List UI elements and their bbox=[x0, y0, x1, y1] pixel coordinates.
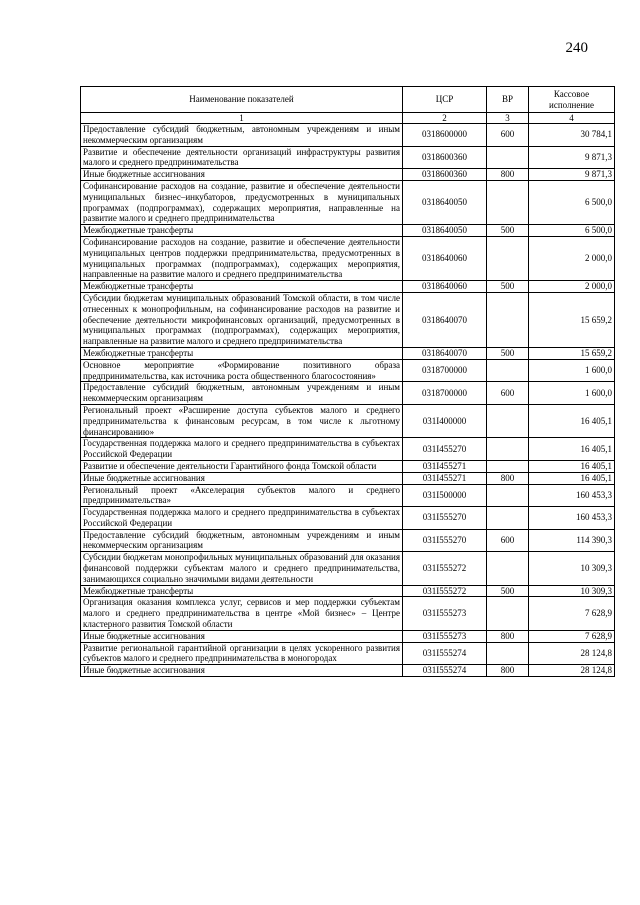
row-name-cell: Софинансирование расходов на создание, развитие и обеспечение деятельности муниципальных бизнес–инкубаторов, предусмотренных в муниципальных программах (подпрограммах), содержащих мероприятия, направленные на развитие малого и среднего предпринимательства bbox=[81, 180, 403, 224]
table-row bbox=[81, 460, 615, 472]
row-vr-cell: 800 bbox=[487, 169, 529, 181]
row-name-cell: Межбюджетные трансферты bbox=[81, 281, 403, 293]
column-number: 3 bbox=[487, 113, 529, 124]
table-row bbox=[81, 359, 615, 382]
table-row bbox=[81, 665, 615, 677]
table-row bbox=[81, 236, 615, 280]
row-name-cell: Развитие региональной гарантийной организации в целях ускоренного развития субъектов малого и среднего предпринимательства в моногородах bbox=[81, 642, 403, 665]
row-name-cell: Государственная поддержка малого и среднего предпринимательства в субъектах Российской Федерации bbox=[81, 438, 403, 461]
table-row bbox=[81, 438, 615, 461]
table-row bbox=[81, 597, 615, 630]
row-csr-cell: 031I555274 bbox=[403, 642, 487, 665]
row-vr-cell bbox=[487, 597, 529, 630]
row-csr-cell: 031I555272 bbox=[403, 552, 487, 585]
row-name-cell: Региональный проект «Расширение доступа субъектов малого и среднего предпринимательства к финансовым ресурсам, в том числе к льготному финансированию» bbox=[81, 404, 403, 437]
row-execution-cell: 15 659,2 bbox=[529, 292, 615, 347]
row-name-cell: Софинансирование расходов на создание, развитие и обеспечение деятельности муниципальных центров поддержки предпринимательства, предусмотренных в муниципальных программах (подпрограммах), содержащих мероприятия, направленные на развитие малого и среднего предпринимательства bbox=[81, 236, 403, 280]
row-vr-cell: 500 bbox=[487, 585, 529, 597]
row-name-cell: Субсидии бюджетам муниципальных образований Томской области, в том числе отнесенных к монопрофильным, на софинансирование расходов на развитие и обеспечение деятельности микрофинансовых организаций, предусмотренных в муниципальных программах (подпрограммах), содержащих мероприятия, направленные на развитие малого и среднего предпринимательства bbox=[81, 292, 403, 347]
column-number-row bbox=[81, 113, 615, 124]
row-name-cell: Развитие и обеспечение деятельности организаций инфраструктуры развития малого и среднего предпринимательства bbox=[81, 146, 403, 169]
column-number: 1 bbox=[81, 113, 403, 124]
row-execution-cell: 16 405,1 bbox=[529, 438, 615, 461]
row-csr-cell: 0318640070 bbox=[403, 347, 487, 359]
row-vr-cell: 800 bbox=[487, 665, 529, 677]
row-name-cell: Предоставление субсидий бюджетным, автономным учреждениям и иным некоммерческим организациям bbox=[81, 382, 403, 405]
row-vr-cell bbox=[487, 146, 529, 169]
row-name-cell: Организация оказания комплекса услуг, сервисов и мер поддержки субъектам малого и среднего предпринимательства в центре «Мой бизнес» – Центре кластерного развития Томской области bbox=[81, 597, 403, 630]
table-row bbox=[81, 484, 615, 507]
row-vr-cell: 800 bbox=[487, 630, 529, 642]
row-execution-cell: 6 500,0 bbox=[529, 225, 615, 237]
row-name-cell: Субсидии бюджетам монопрофильных муниципальных образований для оказания финансовой поддержки субъектам малого и среднего предпринимательства, занимающихся социально значимыми видами деятельности bbox=[81, 552, 403, 585]
row-csr-cell: 0318640060 bbox=[403, 236, 487, 280]
row-name-cell: Межбюджетные трансферты bbox=[81, 225, 403, 237]
row-name-cell: Иные бюджетные ассигнования bbox=[81, 169, 403, 181]
row-vr-cell bbox=[487, 438, 529, 461]
table-row bbox=[81, 404, 615, 437]
table-row bbox=[81, 292, 615, 347]
row-csr-cell: 0318600360 bbox=[403, 146, 487, 169]
row-execution-cell: 7 628,9 bbox=[529, 597, 615, 630]
row-execution-cell: 114 390,3 bbox=[529, 529, 615, 552]
table-row bbox=[81, 642, 615, 665]
budget-table bbox=[80, 86, 615, 677]
row-name-cell: Основное мероприятие «Формирование позитивного образа предпринимательства, как источника роста общественного благосостояния» bbox=[81, 359, 403, 382]
header-execution: Кассовое исполнение bbox=[529, 87, 615, 113]
row-csr-cell: 0318640050 bbox=[403, 225, 487, 237]
table-row bbox=[81, 382, 615, 405]
column-number: 2 bbox=[403, 113, 487, 124]
row-csr-cell: 031I555272 bbox=[403, 585, 487, 597]
header-csr: ЦСР bbox=[403, 87, 487, 113]
row-execution-cell: 9 871,3 bbox=[529, 146, 615, 169]
row-csr-cell: 031I455271 bbox=[403, 472, 487, 484]
header-name: Наименование показателей bbox=[81, 87, 403, 113]
row-name-cell: Иные бюджетные ассигнования bbox=[81, 630, 403, 642]
table-row bbox=[81, 347, 615, 359]
row-csr-cell: 0318640050 bbox=[403, 180, 487, 224]
row-vr-cell bbox=[487, 484, 529, 507]
table-row bbox=[81, 585, 615, 597]
row-csr-cell: 0318640060 bbox=[403, 281, 487, 293]
table-row bbox=[81, 124, 615, 147]
table-row bbox=[81, 169, 615, 181]
row-csr-cell: 031I555270 bbox=[403, 507, 487, 530]
table-row bbox=[81, 180, 615, 224]
row-execution-cell: 1 600,0 bbox=[529, 359, 615, 382]
table-row bbox=[81, 281, 615, 293]
row-vr-cell: 600 bbox=[487, 124, 529, 147]
row-execution-cell: 1 600,0 bbox=[529, 382, 615, 405]
row-csr-cell: 0318600360 bbox=[403, 169, 487, 181]
table-row bbox=[81, 630, 615, 642]
column-number: 4 bbox=[529, 113, 615, 124]
row-execution-cell: 6 500,0 bbox=[529, 180, 615, 224]
row-name-cell: Государственная поддержка малого и среднего предпринимательства в субъектах Российской Федерации bbox=[81, 507, 403, 530]
row-execution-cell: 2 000,0 bbox=[529, 281, 615, 293]
row-name-cell: Региональный проект «Акселерация субъектов малого и среднего предпринимательства» bbox=[81, 484, 403, 507]
row-vr-cell: 500 bbox=[487, 225, 529, 237]
row-vr-cell: 600 bbox=[487, 382, 529, 405]
row-execution-cell: 9 871,3 bbox=[529, 169, 615, 181]
row-execution-cell: 160 453,3 bbox=[529, 484, 615, 507]
row-vr-cell: 500 bbox=[487, 347, 529, 359]
row-csr-cell: 031I555270 bbox=[403, 529, 487, 552]
row-vr-cell: 500 bbox=[487, 281, 529, 293]
row-csr-cell: 031I555274 bbox=[403, 665, 487, 677]
table-row bbox=[81, 472, 615, 484]
row-csr-cell: 0318700000 bbox=[403, 382, 487, 405]
row-vr-cell: 800 bbox=[487, 472, 529, 484]
row-csr-cell: 031I555273 bbox=[403, 597, 487, 630]
row-csr-cell: 031I455271 bbox=[403, 460, 487, 472]
row-name-cell: Иные бюджетные ассигнования bbox=[81, 665, 403, 677]
table-header-row bbox=[81, 87, 615, 113]
row-execution-cell: 30 784,1 bbox=[529, 124, 615, 147]
row-execution-cell: 28 124,8 bbox=[529, 665, 615, 677]
row-csr-cell: 0318640070 bbox=[403, 292, 487, 347]
row-vr-cell bbox=[487, 292, 529, 347]
table-body bbox=[81, 124, 615, 677]
row-vr-cell bbox=[487, 359, 529, 382]
row-vr-cell: 600 bbox=[487, 529, 529, 552]
table-row bbox=[81, 529, 615, 552]
row-vr-cell bbox=[487, 236, 529, 280]
table-row bbox=[81, 146, 615, 169]
row-execution-cell: 10 309,3 bbox=[529, 552, 615, 585]
header-vr: ВР bbox=[487, 87, 529, 113]
row-name-cell: Развитие и обеспечение деятельности Гарантийного фонда Томской области bbox=[81, 460, 403, 472]
table-row bbox=[81, 507, 615, 530]
row-vr-cell bbox=[487, 507, 529, 530]
page-number: 240 bbox=[565, 40, 588, 56]
row-vr-cell bbox=[487, 552, 529, 585]
row-name-cell: Иные бюджетные ассигнования bbox=[81, 472, 403, 484]
row-name-cell: Предоставление субсидий бюджетным, автономным учреждениям и иным некоммерческим организациям bbox=[81, 529, 403, 552]
row-execution-cell: 7 628,9 bbox=[529, 630, 615, 642]
row-execution-cell: 16 405,1 bbox=[529, 472, 615, 484]
row-execution-cell: 16 405,1 bbox=[529, 404, 615, 437]
table-row bbox=[81, 552, 615, 585]
row-execution-cell: 160 453,3 bbox=[529, 507, 615, 530]
row-csr-cell: 0318600000 bbox=[403, 124, 487, 147]
row-name-cell: Предоставление субсидий бюджетным, автономным учреждениям и иным некоммерческим организациям bbox=[81, 124, 403, 147]
row-name-cell: Межбюджетные трансферты bbox=[81, 585, 403, 597]
row-execution-cell: 2 000,0 bbox=[529, 236, 615, 280]
row-csr-cell: 0318700000 bbox=[403, 359, 487, 382]
row-execution-cell: 16 405,1 bbox=[529, 460, 615, 472]
row-vr-cell bbox=[487, 642, 529, 665]
row-csr-cell: 031I500000 bbox=[403, 484, 487, 507]
row-csr-cell: 031I455270 bbox=[403, 438, 487, 461]
row-csr-cell: 031I555273 bbox=[403, 630, 487, 642]
row-vr-cell bbox=[487, 460, 529, 472]
row-execution-cell: 28 124,8 bbox=[529, 642, 615, 665]
row-execution-cell: 15 659,2 bbox=[529, 347, 615, 359]
row-name-cell: Межбюджетные трансферты bbox=[81, 347, 403, 359]
row-vr-cell bbox=[487, 404, 529, 437]
row-csr-cell: 031I400000 bbox=[403, 404, 487, 437]
row-execution-cell: 10 309,3 bbox=[529, 585, 615, 597]
table-row bbox=[81, 225, 615, 237]
row-vr-cell bbox=[487, 180, 529, 224]
